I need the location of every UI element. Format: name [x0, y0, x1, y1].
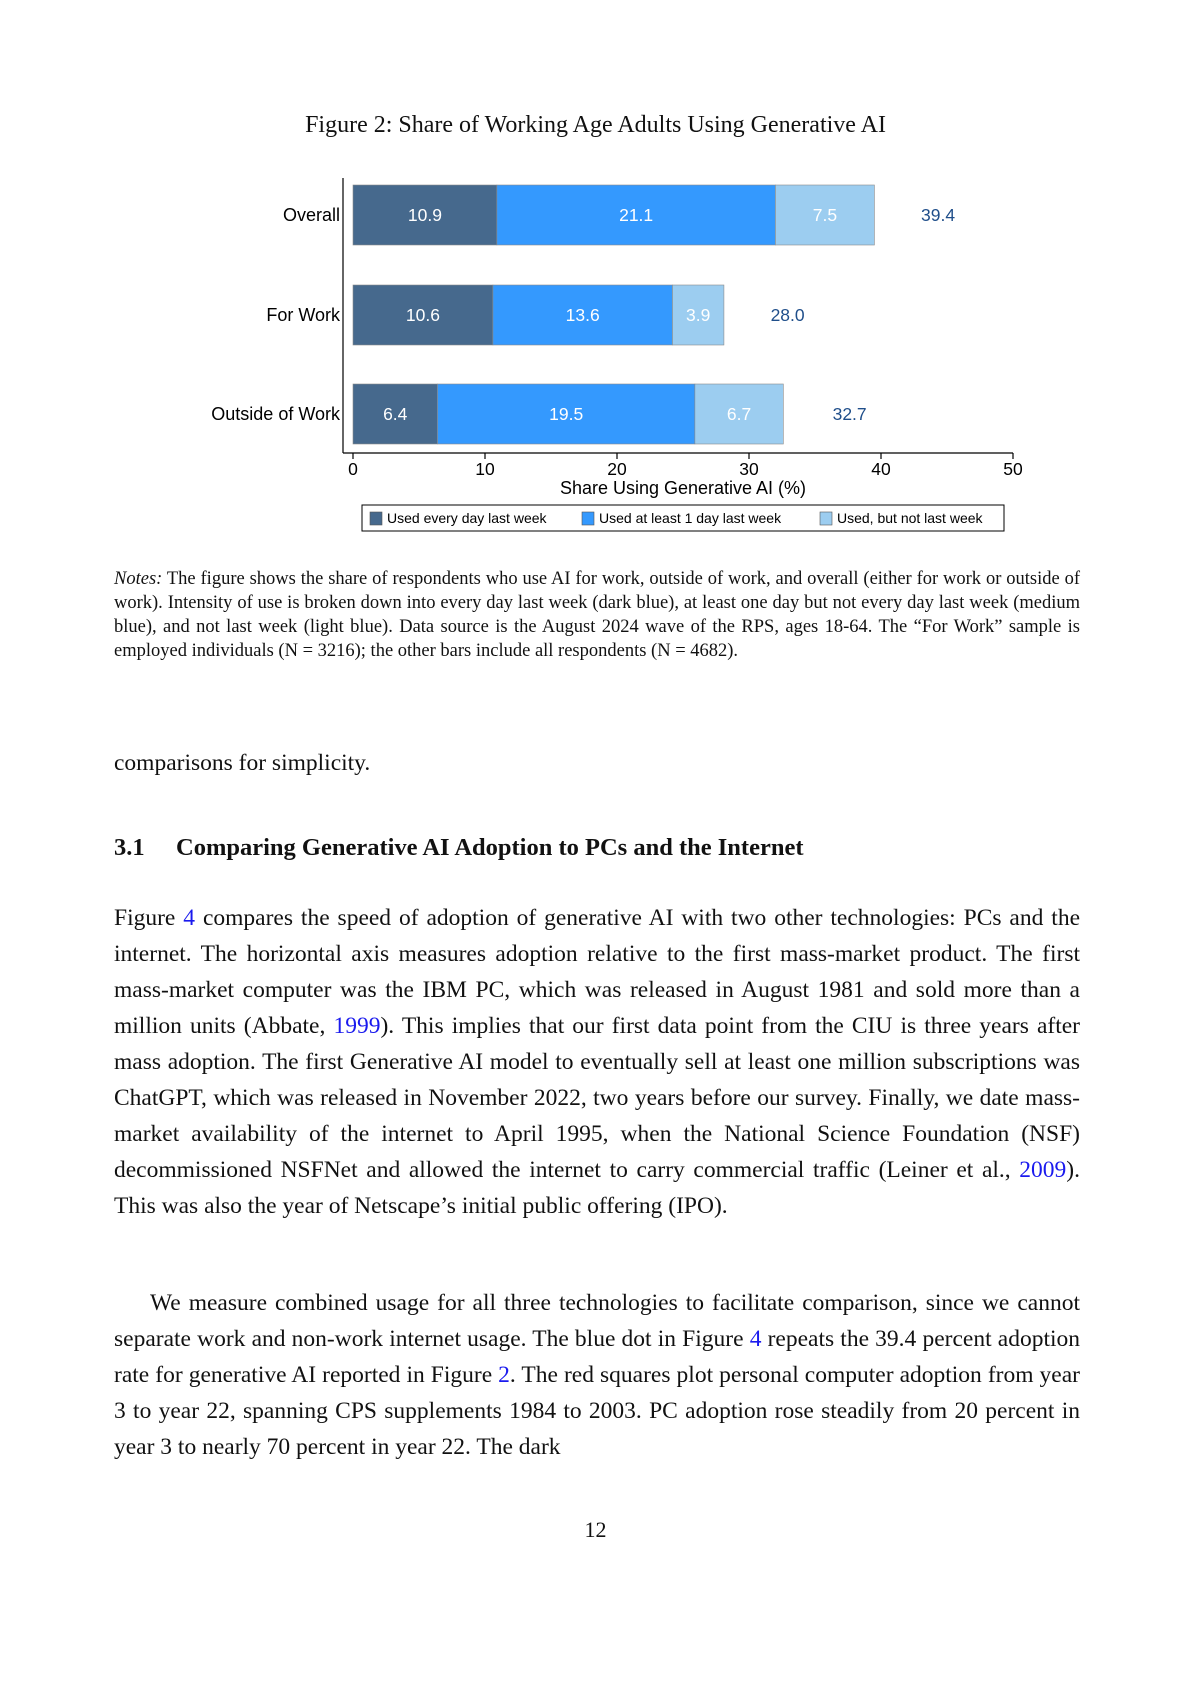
x-tick-label: 10 — [475, 459, 495, 479]
paragraph-1 — [114, 900, 1080, 1224]
citation-1999-link[interactable]: 1999 — [333, 1013, 381, 1039]
x-tick-label: 30 — [739, 459, 759, 479]
legend-entry: Used every day last week — [387, 510, 547, 526]
x-tick-label: 40 — [871, 459, 891, 479]
text-run: compares the speed of adoption of generative AI with two other technologies: PCs and the internet. The horizontal axis measures adoption relative to the first mass-market product. The first mass-market computer was the IBM PC, which was released in August 1981 and sold more than a million units (Abbate, — [114, 905, 1080, 1039]
data-label: 10.9 — [407, 205, 442, 225]
total-label: 32.7 — [832, 404, 867, 424]
plot-area — [211, 178, 1023, 531]
paragraph-fragment: comparisons for simplicity. — [114, 750, 371, 776]
section-number: 3.1 — [114, 834, 145, 861]
x-axis-title: Share Using Generative AI (%) — [559, 478, 807, 498]
figure-notes — [114, 567, 1080, 663]
text-run: ). This was also the year of Netscape’s initial public offering (IPO). — [114, 1157, 1080, 1219]
data-label: 6.4 — [383, 404, 408, 424]
citation-2009-link[interactable]: 2009 — [1019, 1157, 1067, 1183]
total-label: 28.0 — [770, 305, 805, 325]
data-label: 7.5 — [812, 205, 838, 225]
stacked-bar-chart — [0, 0, 1191, 545]
x-tick-label: 0 — [348, 459, 358, 479]
data-label: 10.6 — [405, 305, 440, 325]
legend-swatch — [582, 512, 594, 525]
data-label: 21.1 — [619, 205, 654, 225]
text-run: . The red squares plot personal computer adoption from year 3 to year 22, spanning CPS supplements 1984 to 2003. PC adoption rose steadily from 20 percent in year 3 to nearly 70 percent in year 22. The dark — [114, 1362, 1080, 1460]
category-label: For Work — [266, 305, 340, 325]
section-title: Comparing Generative AI Adoption to PCs and the Internet — [176, 834, 804, 861]
figure-4-link[interactable]: 4 — [749, 1326, 762, 1352]
figure-title: Figure 2: Share of Working Age Adults Using Generative AI — [305, 112, 886, 138]
x-tick-label: 20 — [607, 459, 627, 479]
notes-text: The figure shows the share of respondents who use AI for work, outside of work, and overall (either for work or outside of work). Intensity of use is broken down into every day last week (dark blue), at least one day but not every day last week (medium blue), and not last week (light blue). Data source is the August 2024 wave of the RPS, ages 18-64. The “For Work” sample is employed individuals (N = 3216); the other bars include all respondents (N = 4682). — [114, 569, 1080, 661]
notes-label: Notes: — [114, 569, 163, 589]
data-label: 6.7 — [726, 404, 752, 424]
data-label: 19.5 — [549, 404, 584, 424]
legend-entry: Used at least 1 day last week — [599, 510, 782, 526]
category-label: Outside of Work — [211, 404, 340, 424]
text-run: repeats the 39.4 percent adoption rate for generative AI reported in Figure — [114, 1326, 1080, 1388]
figure-4-link[interactable]: 4 — [183, 905, 196, 931]
legend-swatch — [820, 512, 832, 525]
legend-entry: Used, but not last week — [837, 510, 983, 526]
text-run: We measure combined usage for all three technologies to facilitate comparison, since we cannot separate work and non-work internet usage. The blue dot in Figure — [114, 1290, 1080, 1352]
x-tick-label: 50 — [1003, 459, 1023, 479]
total-label: 39.4 — [921, 205, 956, 225]
data-label: 3.9 — [686, 305, 711, 325]
data-label: 13.6 — [565, 305, 600, 325]
page-number: 12 — [584, 1517, 607, 1542]
category-label: Overall — [282, 205, 340, 225]
text-run: ). This implies that our first data point from the CIU is three years after mass adoption. The first Generative AI model to eventually sell at least one million subscriptions was ChatGPT, which was released in November 2022, two years before our survey. Finally, we date mass-market availability of the internet to April 1995, when the National Science Foundation (NSF) decommissioned NSFNet and allowed the internet to carry commercial traffic (Leiner et al., — [114, 1013, 1080, 1183]
figure-2-link[interactable]: 2 — [498, 1362, 510, 1388]
section-heading — [114, 834, 803, 862]
legend-swatch — [370, 512, 382, 525]
paragraph-2 — [114, 1285, 1080, 1465]
text-run: Figure — [114, 905, 184, 931]
